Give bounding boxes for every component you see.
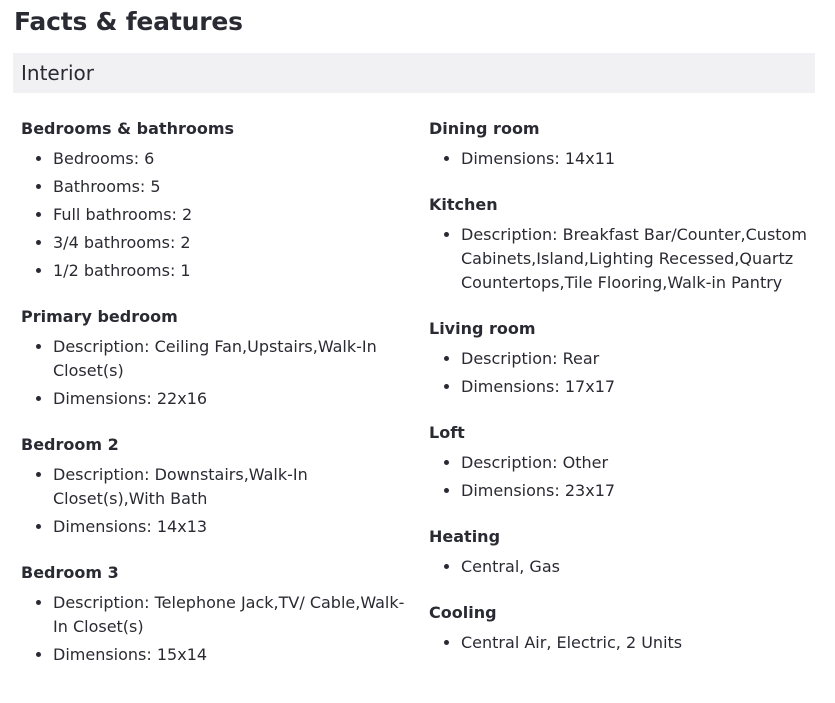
fact-item: • Description: Downstairs,Walk-In Closet(s),With Bath — [53, 463, 411, 511]
page-title: Facts & features — [14, 7, 243, 36]
fact-item: • Central Air, Electric, 2 Units — [461, 631, 809, 655]
facts-right-column — [429, 117, 809, 677]
fact-item: • Description: Breakfast Bar/Counter,Custom Cabinets,Island,Lighting Recessed,Quartz Countertops,Tile Flooring,Walk-in Pantry — [461, 223, 809, 295]
group-bedroom-3 — [21, 561, 411, 667]
group-title: Loft — [429, 423, 465, 442]
fact-list — [429, 147, 809, 171]
fact-list — [21, 591, 411, 667]
fact-item: • Description: Ceiling Fan,Upstairs,Walk-In Closet(s) — [53, 335, 411, 383]
group-loft — [429, 421, 809, 503]
group-title: Dining room — [429, 119, 540, 138]
group-living-room — [429, 317, 809, 399]
fact-item: • Description: Telephone Jack,TV/ Cable,Walk-In Closet(s) — [53, 591, 411, 639]
fact-item: • Central, Gas — [461, 555, 809, 579]
fact-list — [429, 631, 809, 655]
group-cooling — [429, 601, 809, 655]
fact-list — [21, 147, 411, 283]
fact-item: • Dimensions: 22x16 — [53, 387, 411, 411]
group-title: Heating — [429, 527, 501, 546]
group-bedrooms-bathrooms — [21, 117, 411, 283]
group-kitchen — [429, 193, 809, 295]
fact-item: • Description: Other — [461, 451, 809, 475]
group-bedroom-2 — [21, 433, 411, 539]
fact-item: • 3/4 bathrooms: 2 — [53, 231, 411, 255]
fact-item: • Bathrooms: 5 — [53, 175, 411, 199]
group-title: Bedroom 3 — [21, 563, 119, 582]
fact-item: • Dimensions: 15x14 — [53, 643, 411, 667]
group-title: Kitchen — [429, 195, 498, 214]
fact-item: • Dimensions: 17x17 — [461, 375, 809, 399]
fact-item: • Full bathrooms: 2 — [53, 203, 411, 227]
section-title: Interior — [21, 61, 94, 85]
group-dining-room — [429, 117, 809, 171]
group-title: Bedrooms & bathrooms — [21, 119, 235, 138]
fact-item: • Description: Rear — [461, 347, 809, 371]
group-title: Cooling — [429, 603, 497, 622]
fact-item: • Dimensions: 23x17 — [461, 479, 809, 503]
fact-list — [429, 555, 809, 579]
fact-list — [21, 463, 411, 539]
fact-list — [429, 223, 809, 295]
group-primary-bedroom — [21, 305, 411, 411]
interior-section-header[interactable] — [13, 53, 815, 93]
fact-item: • 1/2 bathrooms: 1 — [53, 259, 411, 283]
fact-item: • Bedrooms: 6 — [53, 147, 411, 171]
fact-list — [21, 335, 411, 411]
group-title: Primary bedroom — [21, 307, 178, 326]
fact-item: • Dimensions: 14x11 — [461, 147, 809, 171]
group-title: Living room — [429, 319, 536, 338]
group-title: Bedroom 2 — [21, 435, 119, 454]
fact-list — [429, 347, 809, 399]
facts-left-column — [21, 117, 411, 689]
fact-item: • Dimensions: 14x13 — [53, 515, 411, 539]
group-heating — [429, 525, 809, 579]
fact-list — [429, 451, 809, 503]
